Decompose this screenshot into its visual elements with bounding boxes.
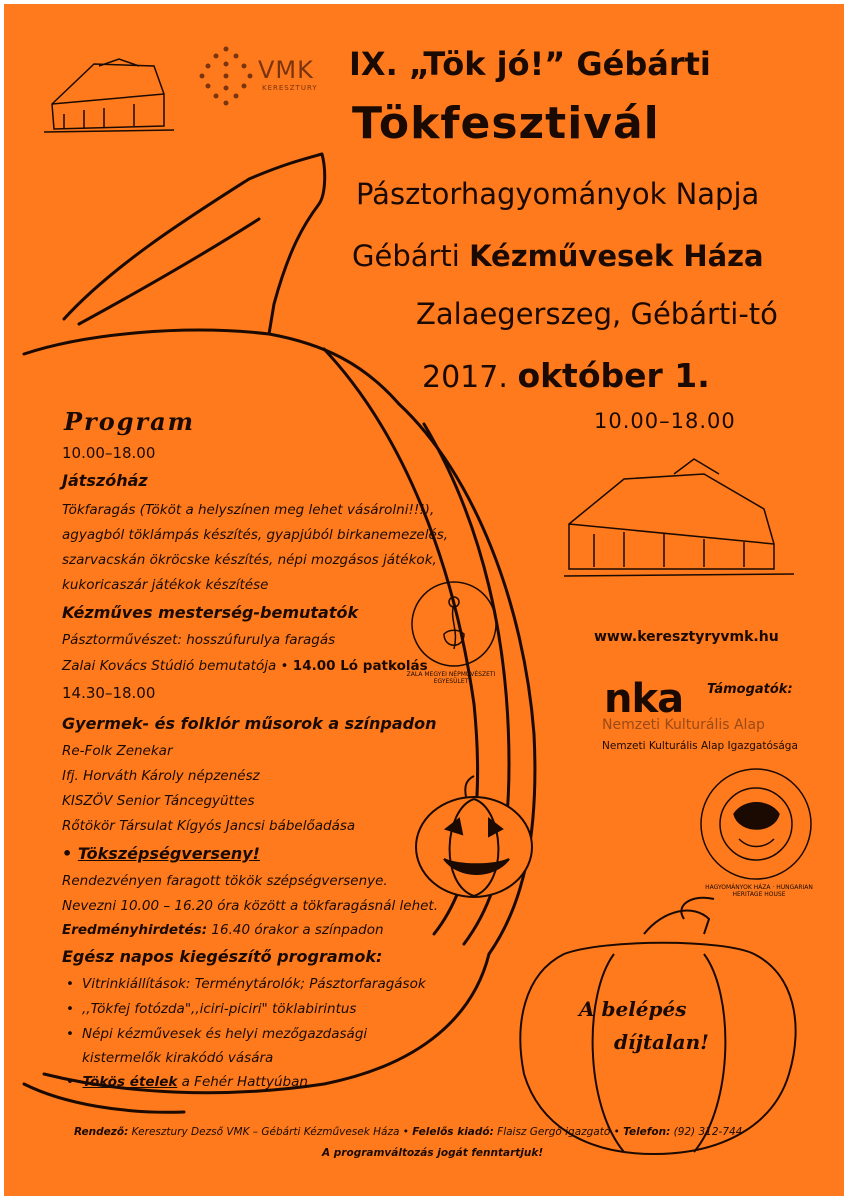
program-time-2: 14.30–18.00 bbox=[62, 684, 156, 702]
tokszep-line: Nevezni 10.00 – 16.20 óra között a tökfaragásnál lehet. bbox=[62, 898, 439, 914]
event-hours: 10.00–18.00 bbox=[594, 409, 736, 433]
tokszep-title: Tökszépségverseny! bbox=[77, 844, 260, 863]
performer-line: Rőtökör Társulat Kígyós Jancsi bábelőadása bbox=[62, 818, 356, 834]
tamogatok-label: Támogatók: bbox=[707, 682, 793, 697]
kiegeszito-heading: Egész napos kiegészítő programok: bbox=[62, 947, 383, 966]
patkolas-highlight: 14.00 Ló patkolás bbox=[292, 658, 428, 674]
jack-o-lantern-icon bbox=[416, 776, 532, 897]
jatszohaz-heading: Játszóház bbox=[62, 471, 148, 490]
vmk-dots-logo bbox=[200, 47, 253, 106]
big-pumpkin-stem bbox=[64, 154, 325, 334]
eredmeny-text: 16.40 órakor a színpadon bbox=[207, 922, 384, 938]
kezmuves-line: Pásztorművészet: hosszúfurulya faragás bbox=[62, 632, 336, 648]
footer-telefon-label: Telefon: bbox=[623, 1126, 671, 1138]
footer-rendezo-label: Rendező: bbox=[74, 1126, 129, 1138]
festival-edition-title: IX. „Tök jó!” Gébárti bbox=[349, 45, 711, 83]
performer-line: KISZÖV Senior Táncegyüttes bbox=[62, 793, 255, 809]
jatszohaz-line: Tökfaragás (Tököt a helyszínen meg lehet vásárolni!!!), bbox=[62, 502, 435, 518]
list-item: • ,,Tökfej fotózda",,iciri-piciri" töklabirintus bbox=[66, 997, 426, 1022]
website-link[interactable]: www.keresztyryvmk.hu bbox=[594, 629, 779, 645]
eredmeny-line bbox=[62, 922, 384, 938]
pumpkin-outline-icon bbox=[520, 898, 795, 1154]
performer-line: Ifj. Horváth Károly népzenész bbox=[62, 768, 260, 784]
list-item: • Vitrinkiállítások: Terménytárolók; Pásztorfaragások bbox=[66, 972, 426, 997]
vmk-logo-subtext: KERESZTURY bbox=[262, 84, 318, 92]
poster bbox=[4, 4, 844, 1196]
kezmuves-heading: Kézműves mesterség-bemutatók bbox=[62, 603, 359, 622]
kiegeszito-list bbox=[66, 972, 426, 1047]
nka-name: Nemzeti Kulturális Alap bbox=[602, 717, 765, 733]
venue-title-prefix: Gébárti bbox=[352, 239, 470, 273]
tokos-etelek-text: a Fehér Hattyúban bbox=[177, 1074, 308, 1090]
jatszohaz-line: agyagból töklámpás készítés, gyapjúból birkanemezelés, bbox=[62, 527, 449, 543]
performer-line: Re-Folk Zenekar bbox=[62, 743, 173, 759]
jatszohaz-line: szarvacskán ökröcske készítés, népi mozgásos játékok, bbox=[62, 552, 437, 568]
kezmuves-line-text: Zalai Kovács Stúdió bemutatója • bbox=[62, 658, 293, 674]
hagyomanyok-seal-text: HAGYOMÁNYOK HÁZA · HUNGARIAN HERITAGE HOUSE bbox=[705, 884, 813, 898]
footer-felelos-label: Felelős kiadó: bbox=[412, 1126, 494, 1138]
nka-full-name: Nemzeti Kulturális Alap Igazgatósága bbox=[602, 740, 798, 752]
eredmeny-label: Eredményhirdetés: bbox=[62, 922, 208, 938]
location-title: Zalaegerszeg, Gébárti-tó bbox=[416, 297, 778, 331]
tokos-etelek-line: • Tökös ételek a Fehér Hattyúban bbox=[66, 1074, 308, 1090]
house-sketch-right-icon bbox=[564, 459, 794, 576]
hagyomanyok-haza-seal-icon bbox=[701, 769, 811, 879]
footer-telefon: (92) 312-744 bbox=[670, 1126, 743, 1138]
zala-seal-icon bbox=[412, 582, 496, 666]
program-heading: Program bbox=[64, 407, 196, 436]
footer-rendezo: Keresztury Dezső VMK – Gébárti Kézművesek Háza • bbox=[128, 1126, 413, 1138]
zala-seal-text: ZALA MEGYEI NÉPMŰVÉSZETI EGYESÜLET bbox=[406, 671, 496, 685]
event-date bbox=[422, 356, 710, 395]
festival-subtitle: Pásztorhagyományok Napja bbox=[356, 177, 760, 211]
program-time-1: 10.00–18.00 bbox=[62, 444, 156, 462]
big-pumpkin-top bbox=[24, 330, 399, 404]
footer-credits bbox=[74, 1126, 742, 1138]
tokos-etelek-title: Tökös ételek bbox=[82, 1074, 178, 1090]
list-item: • Népi kézművesek és helyi mezőgazdasági bbox=[66, 1022, 426, 1047]
nka-logo: nka bbox=[604, 676, 684, 722]
entry-line-1: A belépés bbox=[579, 997, 687, 1021]
tokszep-line: Rendezvényen faragott tökök szépségversenye. bbox=[62, 873, 388, 889]
event-date-year: 2017. bbox=[422, 360, 508, 395]
venue-title bbox=[352, 239, 764, 273]
festival-main-title: Tökfesztivál bbox=[352, 98, 660, 149]
kezmuves-line bbox=[62, 658, 428, 674]
entry-line-2: díjtalan! bbox=[614, 1030, 709, 1054]
tokszep-heading bbox=[62, 844, 260, 863]
venue-title-name: Kézművesek Háza bbox=[469, 239, 764, 273]
tokszep-bullet: • bbox=[62, 844, 73, 863]
jatszohaz-line: kukoricaszár játékok készítése bbox=[62, 577, 269, 593]
footer-felelos: Flaisz Gergő igazgató • bbox=[493, 1126, 624, 1138]
vmk-logo-text: VMK bbox=[258, 56, 314, 84]
house-sketch-icon bbox=[44, 59, 174, 132]
footer-note: A programváltozás jogát fenntartjuk! bbox=[322, 1147, 544, 1159]
gyermek-heading: Gyermek- és folklór műsorok a színpadon bbox=[62, 714, 437, 733]
event-date-day: október 1. bbox=[517, 356, 710, 395]
list-item-continuation: kistermelők kirakódó vására bbox=[82, 1050, 274, 1066]
